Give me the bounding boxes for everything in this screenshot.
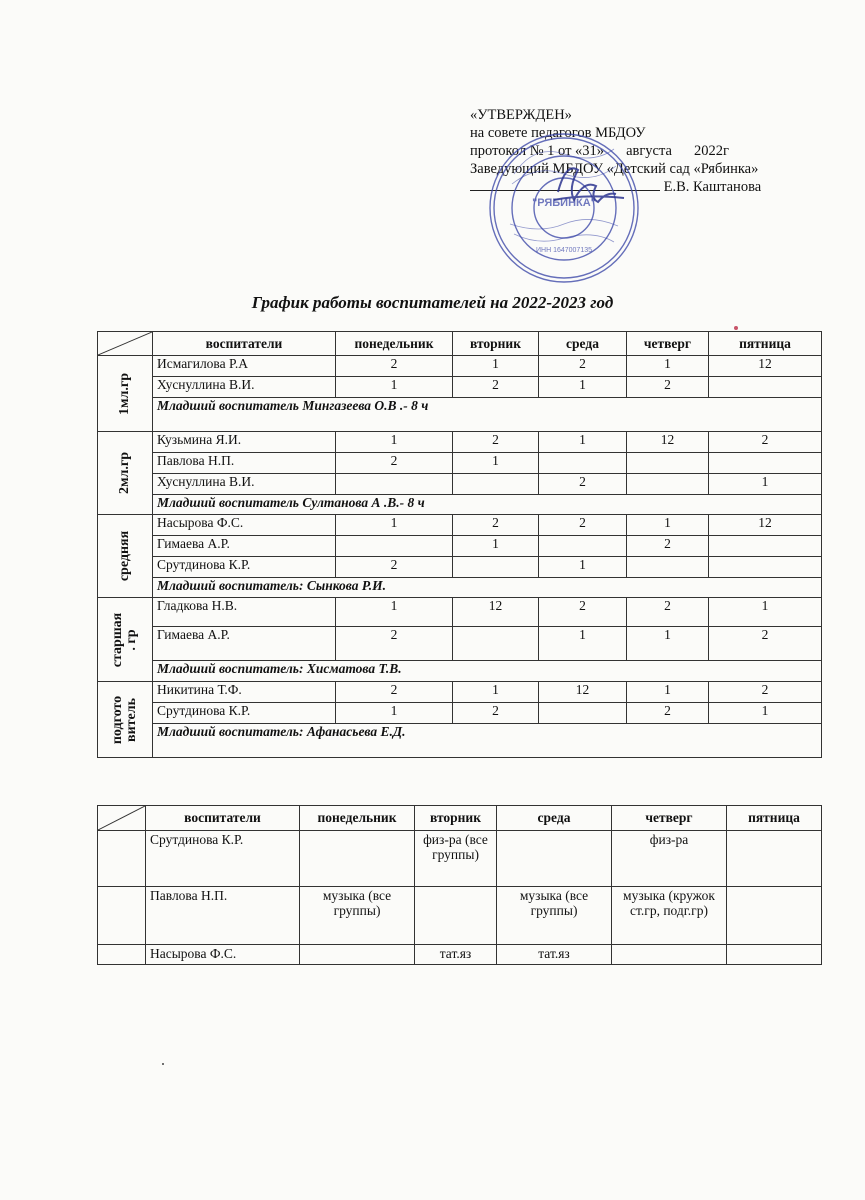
official-stamp-icon — [484, 104, 644, 284]
shift-cell: 1 — [539, 432, 627, 453]
shift-cell: 1 — [709, 474, 822, 495]
shift-cell — [627, 453, 709, 474]
header-corner-cell — [98, 332, 153, 356]
shift-cell: 2 — [453, 703, 539, 724]
educator-name: Павлова Н.П. — [146, 887, 300, 945]
activity-cell: физ-ра — [612, 831, 727, 887]
approval-protocol-year: 2022г — [693, 143, 729, 159]
table-row — [98, 627, 822, 661]
shift-cell: 1 — [336, 432, 453, 453]
shift-cell: 1 — [336, 703, 453, 724]
shift-cell: 12 — [453, 598, 539, 627]
junior-row — [98, 495, 822, 515]
shift-cell: 2 — [336, 682, 453, 703]
approval-protocol-prefix: протокол № 1 от «31» — [470, 143, 605, 159]
shift-cell: 2 — [336, 627, 453, 661]
shift-cell: 2 — [627, 377, 709, 398]
educator-name: Гимаева А.Р. — [153, 536, 336, 557]
approval-heading: «УТВЕРЖДЕН» — [470, 107, 572, 123]
group-name: 1мл.гр — [117, 372, 132, 415]
activity-cell: физ-ра (все группы) — [415, 831, 497, 887]
shift-cell: 1 — [336, 598, 453, 627]
table-row — [98, 356, 822, 377]
junior-educator: Младший воспитатель Султанова А .В.- 8 ч — [153, 495, 822, 515]
group-label-cell — [98, 682, 153, 758]
header-friday: пятница — [709, 332, 822, 356]
empty-cell — [98, 831, 146, 887]
table-row — [98, 515, 822, 536]
shift-cell: 1 — [453, 682, 539, 703]
educator-name: Насырова Ф.С. — [153, 515, 336, 536]
junior-row — [98, 398, 822, 432]
junior-educator: Младший воспитатель Мингазеева О.В .- 8 ч — [153, 398, 822, 432]
group-name — [111, 695, 139, 743]
empty-cell — [98, 887, 146, 945]
group-name-line1: старшая — [110, 612, 125, 667]
activity-cell — [415, 887, 497, 945]
shift-cell: 2 — [709, 627, 822, 661]
shift-cell: 2 — [453, 432, 539, 453]
shift-cell — [539, 453, 627, 474]
shift-cell — [336, 474, 453, 495]
activity-cell — [727, 831, 822, 887]
junior-educator: Младший воспитатель: Хисматова Т.В. — [153, 661, 822, 682]
header-tuesday: вторник — [453, 332, 539, 356]
header-thursday: четверг — [612, 806, 727, 831]
shift-cell: 1 — [627, 682, 709, 703]
shift-cell: 1 — [709, 703, 822, 724]
junior-row — [98, 578, 822, 598]
group-name-line2: . гр — [124, 628, 139, 651]
shift-cell: 1 — [336, 515, 453, 536]
table-row — [98, 945, 822, 965]
shift-cell: 1 — [709, 598, 822, 627]
shift-cell — [539, 536, 627, 557]
header-educators: воспитатели — [153, 332, 336, 356]
shift-cell — [709, 377, 822, 398]
header-wednesday: среда — [497, 806, 612, 831]
table-row — [98, 474, 822, 495]
activity-cell — [300, 831, 415, 887]
page-title: График работы воспитателей на 2022-2023 год — [251, 293, 614, 312]
table-row — [98, 598, 822, 627]
junior-row — [98, 724, 822, 758]
shift-cell — [709, 557, 822, 578]
approval-council-line: на совете педагогов МБДОУ — [470, 125, 646, 141]
shift-cell: 1 — [336, 377, 453, 398]
activity-cell — [300, 945, 415, 965]
shift-cell: 2 — [336, 453, 453, 474]
header-wednesday: среда — [539, 332, 627, 356]
stamp-inn: ИНН 1647007135 — [535, 247, 593, 254]
educator-name: Павлова Н.П. — [153, 453, 336, 474]
specialists-header-row — [98, 806, 822, 831]
shift-cell — [336, 536, 453, 557]
activity-cell — [612, 945, 727, 965]
shift-cell: 12 — [539, 682, 627, 703]
shift-cell: 1 — [539, 627, 627, 661]
header-educators: воспитатели — [146, 806, 300, 831]
table-row — [98, 887, 822, 945]
header-corner-cell — [98, 806, 146, 831]
header-monday: понедельник — [300, 806, 415, 831]
educator-name: Никитина Т.Ф. — [153, 682, 336, 703]
shift-cell — [627, 474, 709, 495]
header-thursday: четверг — [627, 332, 709, 356]
header-monday: понедельник — [336, 332, 453, 356]
table-row — [98, 432, 822, 453]
shift-cell: 2 — [539, 356, 627, 377]
group-name: 2мл.гр — [117, 451, 132, 495]
junior-educator: Младший воспитатель: Афанасьева Е.Д. — [153, 724, 822, 758]
shift-cell: 2 — [539, 598, 627, 627]
group-name-line2: витель — [124, 697, 139, 742]
shift-cell: 1 — [627, 356, 709, 377]
shift-cell: 1 — [539, 377, 627, 398]
educator-name: Срутдинова К.Р. — [153, 557, 336, 578]
stamp-center-text: "РЯБИНКА" — [532, 197, 596, 209]
educator-name: Хуснуллина В.И. — [153, 474, 336, 495]
shift-cell: 12 — [627, 432, 709, 453]
activity-cell: музыка (все группы) — [300, 887, 415, 945]
shift-cell: 1 — [539, 557, 627, 578]
shift-cell — [627, 557, 709, 578]
activity-cell: тат.яз — [497, 945, 612, 965]
scan-speck — [162, 1063, 164, 1065]
shift-cell — [539, 703, 627, 724]
shift-cell — [453, 474, 539, 495]
activity-cell — [727, 945, 822, 965]
activity-cell: музыка (кружок ст.гр, подг.гр) — [612, 887, 727, 945]
activity-cell — [497, 831, 612, 887]
empty-cell — [98, 945, 146, 965]
shift-cell: 2 — [709, 682, 822, 703]
junior-row — [98, 661, 822, 682]
shift-cell — [453, 557, 539, 578]
specialists-table — [97, 805, 822, 965]
activity-cell: тат.яз — [415, 945, 497, 965]
shift-cell — [709, 536, 822, 557]
shift-cell: 2 — [453, 515, 539, 536]
approval-signer: Е.В. Каштанова — [663, 179, 762, 195]
shift-cell: 2 — [539, 515, 627, 536]
shift-cell: 1 — [453, 453, 539, 474]
scan-speck — [734, 326, 738, 330]
shift-cell: 1 — [627, 627, 709, 661]
educator-name: Хуснуллина В.И. — [153, 377, 336, 398]
shift-cell: 2 — [709, 432, 822, 453]
table-row — [98, 453, 822, 474]
educator-name: Срутдинова К.Р. — [153, 703, 336, 724]
junior-educator: Младший воспитатель: Сынкова Р.И. — [153, 578, 822, 598]
shift-cell — [453, 627, 539, 661]
shift-cell: 2 — [539, 474, 627, 495]
shift-cell: 2 — [627, 536, 709, 557]
shift-cell: 2 — [627, 703, 709, 724]
activity-cell — [727, 887, 822, 945]
schedule-table — [97, 331, 822, 758]
group-name: средняя — [117, 530, 132, 582]
approval-protocol-month: августа — [626, 143, 672, 159]
approval-head-line: Заведующий МБДОУ «Детский сад «Рябинка» — [470, 161, 759, 177]
educator-name: Гладкова Н.В. — [153, 598, 336, 627]
header-friday: пятница — [727, 806, 822, 831]
educator-name: Насырова Ф.С. — [146, 945, 300, 965]
schedule-header-row — [98, 332, 822, 356]
table-row — [98, 682, 822, 703]
group-label-cell — [98, 356, 153, 432]
group-label-cell — [98, 598, 153, 682]
table-row — [98, 536, 822, 557]
shift-cell: 12 — [709, 356, 822, 377]
shift-cell — [709, 453, 822, 474]
shift-cell: 1 — [453, 536, 539, 557]
educator-name: Срутдинова К.Р. — [146, 831, 300, 887]
educator-name: Кузьмина Я.И. — [153, 432, 336, 453]
table-row — [98, 831, 822, 887]
table-row — [98, 557, 822, 578]
group-label-cell — [98, 432, 153, 515]
header-tuesday: вторник — [415, 806, 497, 831]
shift-cell: 1 — [627, 515, 709, 536]
shift-cell: 2 — [453, 377, 539, 398]
table-row — [98, 377, 822, 398]
table-row — [98, 703, 822, 724]
group-name-line1: подгото — [110, 695, 125, 744]
shift-cell: 2 — [627, 598, 709, 627]
educator-name: Гимаева А.Р. — [153, 627, 336, 661]
shift-cell: 2 — [336, 356, 453, 377]
shift-cell: 12 — [709, 515, 822, 536]
educator-name: Исмагилова Р.А — [153, 356, 336, 377]
shift-cell: 1 — [453, 356, 539, 377]
activity-cell: музыка (все группы) — [497, 887, 612, 945]
shift-cell: 2 — [336, 557, 453, 578]
group-label-cell — [98, 515, 153, 598]
group-name — [111, 612, 139, 666]
